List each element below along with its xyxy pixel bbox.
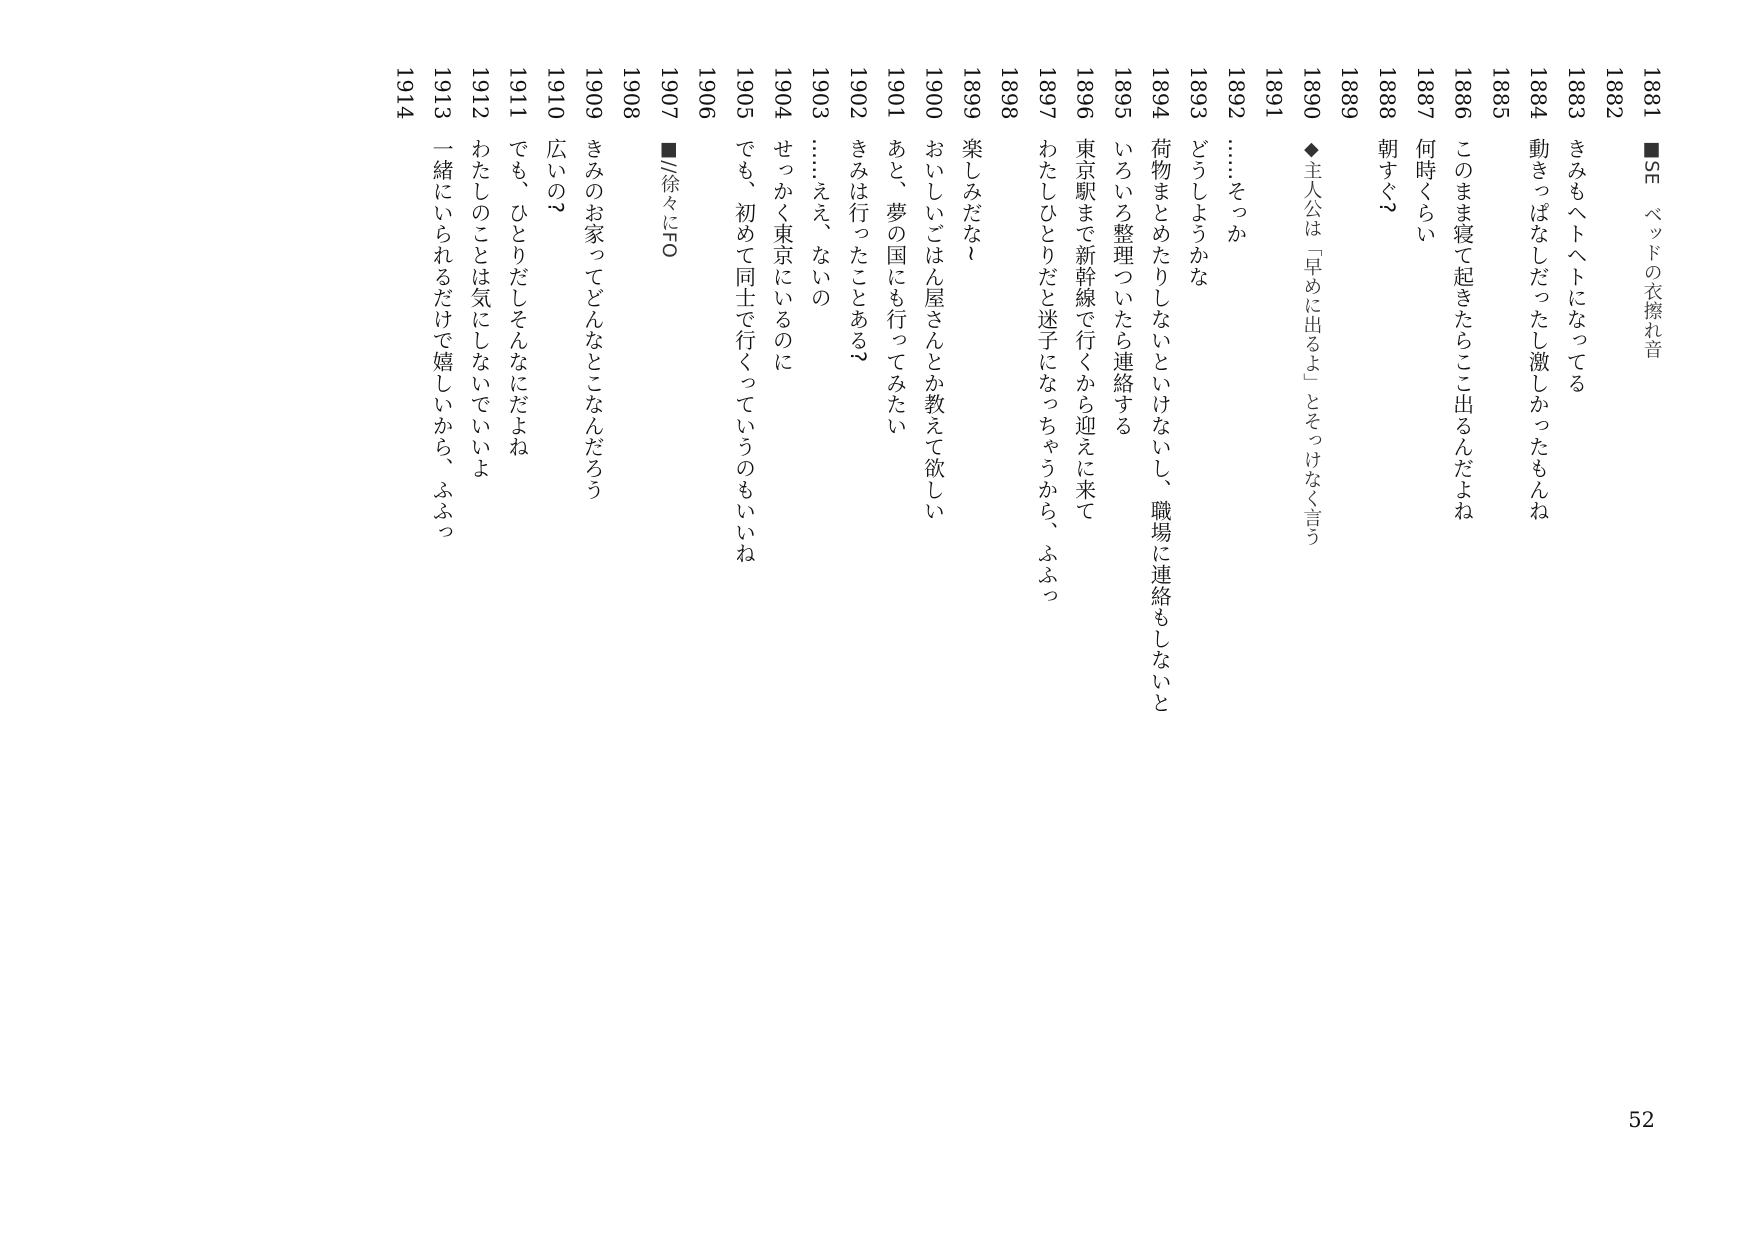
line-number: 1898 — [997, 66, 1022, 120]
script-line — [1254, 66, 1292, 966]
line-text: 広いの? — [543, 138, 568, 214]
stage-direction: ■//徐々にFO — [657, 138, 680, 259]
line-number: 1892 — [1223, 66, 1248, 120]
line-number: 1882 — [1601, 66, 1626, 120]
script-line — [1027, 66, 1065, 966]
script-line — [1481, 66, 1519, 966]
line-text: ……そっか — [1223, 138, 1248, 245]
script-line — [536, 66, 574, 966]
line-number: 1891 — [1261, 66, 1286, 120]
script-line — [1065, 66, 1103, 966]
line-text: 何時くらい — [1412, 138, 1437, 245]
line-text: 一緒にいられるだけで嬉しいから、ふふっ — [430, 138, 455, 543]
line-text: わたしひとりだと迷子になっちゃうから、ふふっ — [1034, 138, 1059, 607]
script-line — [1632, 66, 1670, 966]
line-text: 動きっぱなしだったし激しかったもんね — [1526, 138, 1551, 522]
line-number: 1913 — [430, 66, 455, 120]
line-number: 1888 — [1375, 66, 1400, 120]
script-line — [649, 66, 687, 966]
line-number: 1901 — [883, 66, 908, 120]
line-text: ……ええ、ないの — [808, 138, 833, 309]
line-number: 1887 — [1412, 66, 1437, 120]
line-number: 1911 — [505, 66, 530, 120]
line-number: 1900 — [921, 66, 946, 120]
script-body — [385, 66, 1670, 966]
line-number: 1899 — [959, 66, 984, 120]
script-line — [1405, 66, 1443, 966]
stage-direction: ◆主人公は「早めに出るよ」とそっけなく言う — [1300, 138, 1323, 547]
line-number: 1889 — [1337, 66, 1362, 120]
script-line — [952, 66, 990, 966]
line-number: 1905 — [732, 66, 757, 120]
script-line — [1443, 66, 1481, 966]
line-number: 1883 — [1564, 66, 1588, 120]
line-text: このまま寝て起きたらここ出るんだよね — [1450, 138, 1475, 522]
script-line — [1292, 66, 1330, 966]
line-number: 1903 — [808, 66, 833, 120]
line-number: 1886 — [1450, 66, 1475, 120]
line-number: 1902 — [845, 66, 870, 120]
script-line — [1519, 66, 1557, 966]
line-number: 1897 — [1034, 66, 1059, 120]
script-line — [801, 66, 839, 966]
stage-direction: ■SE ベッドの衣擦れ音 — [1640, 138, 1663, 359]
line-number: 1914 — [392, 66, 417, 120]
line-number: 1884 — [1526, 66, 1551, 120]
line-text: わたしのことは気にしないでいいよ — [467, 138, 492, 479]
script-line — [687, 66, 725, 966]
line-number: 1912 — [467, 66, 492, 120]
line-number: 1881 — [1639, 66, 1664, 120]
line-number: 1910 — [543, 66, 568, 120]
line-text: きみのお家ってどんなとこなんだろう — [581, 138, 606, 501]
script-line — [574, 66, 612, 966]
line-text: きみもヘトヘトになってる — [1564, 138, 1588, 394]
line-number: 1893 — [1186, 66, 1211, 120]
line-text: いろいろ整理ついたら連絡する — [1110, 138, 1135, 437]
line-number: 1885 — [1488, 66, 1513, 120]
script-line — [423, 66, 461, 966]
script-line — [1141, 66, 1179, 966]
script-line — [1557, 66, 1595, 966]
script-line — [385, 66, 423, 966]
line-number: 1894 — [1148, 66, 1173, 120]
line-number: 1896 — [1072, 66, 1097, 120]
script-line — [612, 66, 650, 966]
line-text: 楽しみだな~ — [959, 138, 984, 263]
script-line — [1179, 66, 1217, 966]
script-line — [1103, 66, 1141, 966]
line-text: せっかく東京にいるのに — [770, 138, 795, 373]
line-text: あと、夢の国にも行ってみたい — [883, 138, 908, 437]
line-number: 1904 — [770, 66, 795, 120]
line-text: 朝すぐ? — [1375, 138, 1400, 214]
line-text: 東京駅まで新幹線で行くから迎えに来て — [1072, 138, 1097, 522]
line-number: 1906 — [694, 66, 719, 120]
script-line — [763, 66, 801, 966]
script-line — [914, 66, 952, 966]
line-text: どうしようかな — [1186, 138, 1211, 288]
line-text: おいしいごはん屋さんとか教えて欲しい — [921, 138, 946, 522]
script-line — [498, 66, 536, 966]
script-line — [838, 66, 876, 966]
page-number: 52 — [1628, 1108, 1655, 1132]
script-line — [725, 66, 763, 966]
script-line — [1594, 66, 1632, 966]
line-number: 1907 — [656, 66, 681, 120]
line-number: 1908 — [619, 66, 644, 120]
line-number: 1909 — [581, 66, 606, 120]
line-text: でも、ひとりだしそんなにだよね — [505, 138, 530, 458]
script-line — [1368, 66, 1406, 966]
script-line — [1216, 66, 1254, 966]
script-line — [990, 66, 1028, 966]
line-number: 1895 — [1110, 66, 1135, 120]
line-text: きみは行ったことある? — [845, 138, 870, 363]
script-line — [1330, 66, 1368, 966]
line-text: でも、初めて同士で行くっていうのもいいね — [732, 138, 757, 564]
script-line — [461, 66, 499, 966]
script-line — [876, 66, 914, 966]
line-number: 1890 — [1299, 66, 1324, 120]
line-text: 荷物まとめたりしないといけないし、職場に連絡もしないと — [1148, 138, 1173, 714]
